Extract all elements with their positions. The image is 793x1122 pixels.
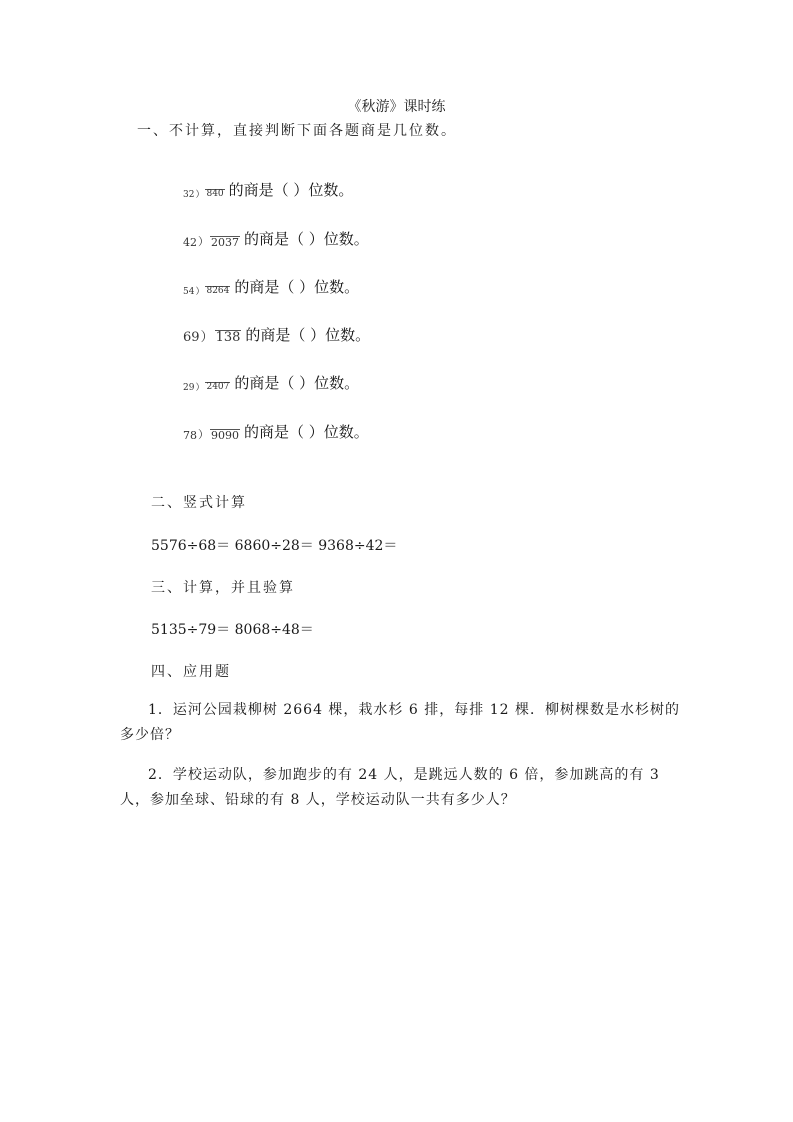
divisor: 42	[183, 236, 197, 249]
question-text: 的商是（ ）位数。	[244, 230, 369, 248]
division-expression	[183, 187, 225, 200]
section-2-problems: 5576÷68＝ 6860÷28＝ 9368÷42＝	[151, 538, 398, 554]
section-4-heading: 四、应用题	[151, 664, 231, 680]
division-expression	[183, 426, 240, 442]
section-3-heading: 三、计算，并且验算	[151, 580, 295, 596]
question-text: 的商是（ ）位数。	[245, 326, 371, 344]
division-question	[183, 420, 369, 442]
division-bracket: ）	[195, 383, 205, 393]
division-question	[183, 275, 359, 297]
dividend: 138	[215, 329, 241, 345]
division-question	[183, 227, 369, 249]
division-expression	[183, 233, 240, 249]
division-expression	[183, 326, 241, 345]
division-expression	[183, 380, 230, 393]
dividend: 8264	[206, 286, 230, 297]
word-problem-2: 2．学校运动队，参加跑步的有 24 人，是跳远人数的 6 倍，参加跳高的有 3 人，参加垒球、铅球的有 8 人，学校运动队一共有多少人？	[120, 767, 660, 808]
division-bracket: ）	[195, 287, 205, 297]
division-bracket: ）	[200, 330, 214, 345]
section-1-heading: 一、不计算，直接判断下面各题商是几位数。	[137, 123, 457, 139]
section-3-problems: 5135÷79＝ 8068÷48＝	[151, 622, 314, 638]
division-question	[183, 178, 353, 200]
divisor: 54	[183, 287, 195, 297]
division-bracket: ）	[198, 428, 209, 441]
question-text: 的商是（ ）位数。	[234, 374, 360, 392]
division-question	[183, 371, 359, 393]
section-2-heading: 二、竖式计算	[151, 495, 247, 511]
divisor: 32	[183, 190, 195, 200]
question-text: 的商是（ ）位数。	[234, 278, 360, 296]
question-text: 的商是（ ）位数。	[244, 423, 369, 441]
dividend: 2407	[206, 382, 230, 393]
divisor: 29	[183, 383, 195, 393]
page-title: 《秋游》课时练	[347, 99, 446, 115]
dividend: 840	[206, 189, 224, 200]
division-bracket: ）	[198, 235, 209, 248]
division-expression	[183, 284, 230, 297]
division-question	[183, 323, 370, 345]
dividend: 2037	[211, 235, 239, 249]
dividend: 9090	[211, 428, 239, 442]
divisor: 69	[183, 330, 200, 345]
divisor: 78	[183, 429, 197, 442]
division-bracket: ）	[195, 190, 205, 200]
question-text: 的商是（ ）位数。	[228, 181, 354, 199]
word-problem-1: 1．运河公园栽柳树 2664 棵，栽水杉 6 排，每排 12 棵．柳树棵数是水杉树的多少倍？	[120, 702, 680, 743]
